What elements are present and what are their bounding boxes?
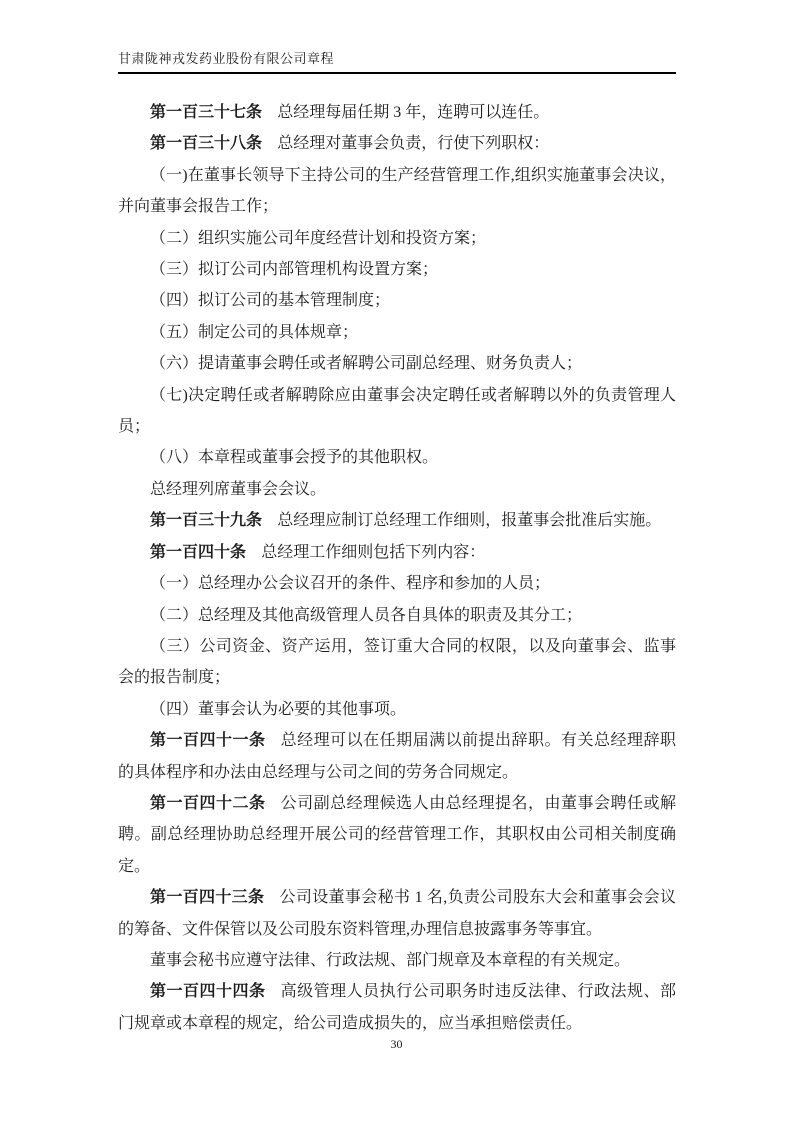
paragraph xyxy=(118,317,676,348)
paragraph xyxy=(118,694,676,725)
paragraph-text: （二）总经理及其他高级管理人员各自具体的职责及其分工； xyxy=(150,606,583,624)
article-number: 第一百四十三条 xyxy=(150,889,265,907)
paragraph-text: 总经理工作细则包括下列内容： xyxy=(261,543,486,561)
paragraph-text: （三）拟订公司内部管理机构设置方案； xyxy=(150,261,439,279)
article-number: 第一百三十八条 xyxy=(150,135,263,153)
paragraph xyxy=(118,945,676,976)
paragraph xyxy=(118,537,676,568)
paragraph-text: （二）组织实施公司年度经营计划和投资方案； xyxy=(150,229,487,247)
paragraph xyxy=(118,160,676,223)
paragraph-text: （一）总经理办公会议召开的条件、程序和参加的人员； xyxy=(150,575,551,593)
paragraph-text: 高级管理人员执行公司职务时违反法律、行政法规、部门规章或本章程的规定，给公司造成损失的，应当承担赔偿责任。 xyxy=(118,983,676,1032)
paragraph-text: 董事会秘书应遵守法律、行政法规、部门规章及本章程的有关规定。 xyxy=(150,951,631,969)
paragraph xyxy=(118,568,676,599)
article-number: 第一百四十一条 xyxy=(150,732,266,750)
paragraph xyxy=(118,788,676,882)
paragraph xyxy=(118,380,676,443)
page-footer xyxy=(0,1036,793,1052)
paragraph-text: 总经理列席董事会会议。 xyxy=(150,480,327,498)
paragraph xyxy=(118,600,676,631)
paragraph-text: （五）制定公司的具体规章； xyxy=(150,323,359,341)
paragraph xyxy=(118,725,676,788)
article-number: 第一百三十七条 xyxy=(150,104,263,121)
paragraph-text: 总经理应制订总经理工作细则，报董事会批准后实施。 xyxy=(277,512,662,530)
article-number: 第一百四十四条 xyxy=(150,983,266,1001)
paragraph-text: 总经理每届任期 3 年，连聘可以连任。 xyxy=(277,104,550,121)
paragraph xyxy=(118,128,676,159)
paragraph xyxy=(118,882,676,945)
header-title: 甘肃陇神戎发药业股份有限公司章程 xyxy=(118,51,335,66)
paragraph xyxy=(118,97,676,128)
article-number: 第一百四十二条 xyxy=(150,794,266,812)
paragraph-text: 总经理可以在任期届满以前提出辞职。有关总经理辞职的具体程序和办法由总经理与公司之间的劳务合同规定。 xyxy=(118,732,676,781)
paragraph-text: （八）本章程或董事会授予的其他职权。 xyxy=(150,449,439,467)
paragraph xyxy=(118,631,676,694)
paragraph-text: （七)决定聘任或者解聘除应由董事会决定聘任或者解聘以外的负责管理人员； xyxy=(118,386,676,436)
page-number: 30 xyxy=(390,1037,403,1051)
paragraph xyxy=(118,223,676,254)
paragraph-text: （一)在董事长领导下主持公司的生产经营管理工作,组织实施董事会决议，并向董事会报告工作； xyxy=(118,166,676,216)
paragraph xyxy=(118,505,676,536)
document-body xyxy=(118,97,676,1039)
paragraph-text: （六）提请董事会聘任或者解聘公司副总经理、财务负责人； xyxy=(150,355,583,373)
article-number: 第一百四十条 xyxy=(150,543,247,561)
paragraph xyxy=(118,976,676,1039)
paragraph-text: （四）拟订公司的基本管理制度； xyxy=(150,292,391,310)
paragraph xyxy=(118,285,676,316)
paragraph-text: （四）董事会认为必要的其他事项。 xyxy=(150,700,407,718)
paragraph-text: 公司设董事会秘书 1 名,负责公司股东大会和董事会会议的筹备、文件保管以及公司股东资料管理,办理信息披露事务等事宜。 xyxy=(118,889,676,938)
paragraph xyxy=(118,474,676,505)
paragraph xyxy=(118,254,676,285)
paragraph-text: 总经理对董事会负责，行使下列职权： xyxy=(277,135,550,153)
page-header xyxy=(118,50,676,74)
paragraph-text: （三）公司资金、资产运用，签订重大合同的权限，以及向董事会、监事会的报告制度； xyxy=(118,637,676,687)
article-number: 第一百三十九条 xyxy=(150,512,263,530)
paragraph xyxy=(118,348,676,379)
paragraph xyxy=(118,442,676,473)
paragraph-text: 公司副总经理候选人由总经理提名，由董事会聘任或解聘。副总经理协助总经理开展公司的经营管理工作，其职权由公司相关制度确定。 xyxy=(118,794,676,875)
